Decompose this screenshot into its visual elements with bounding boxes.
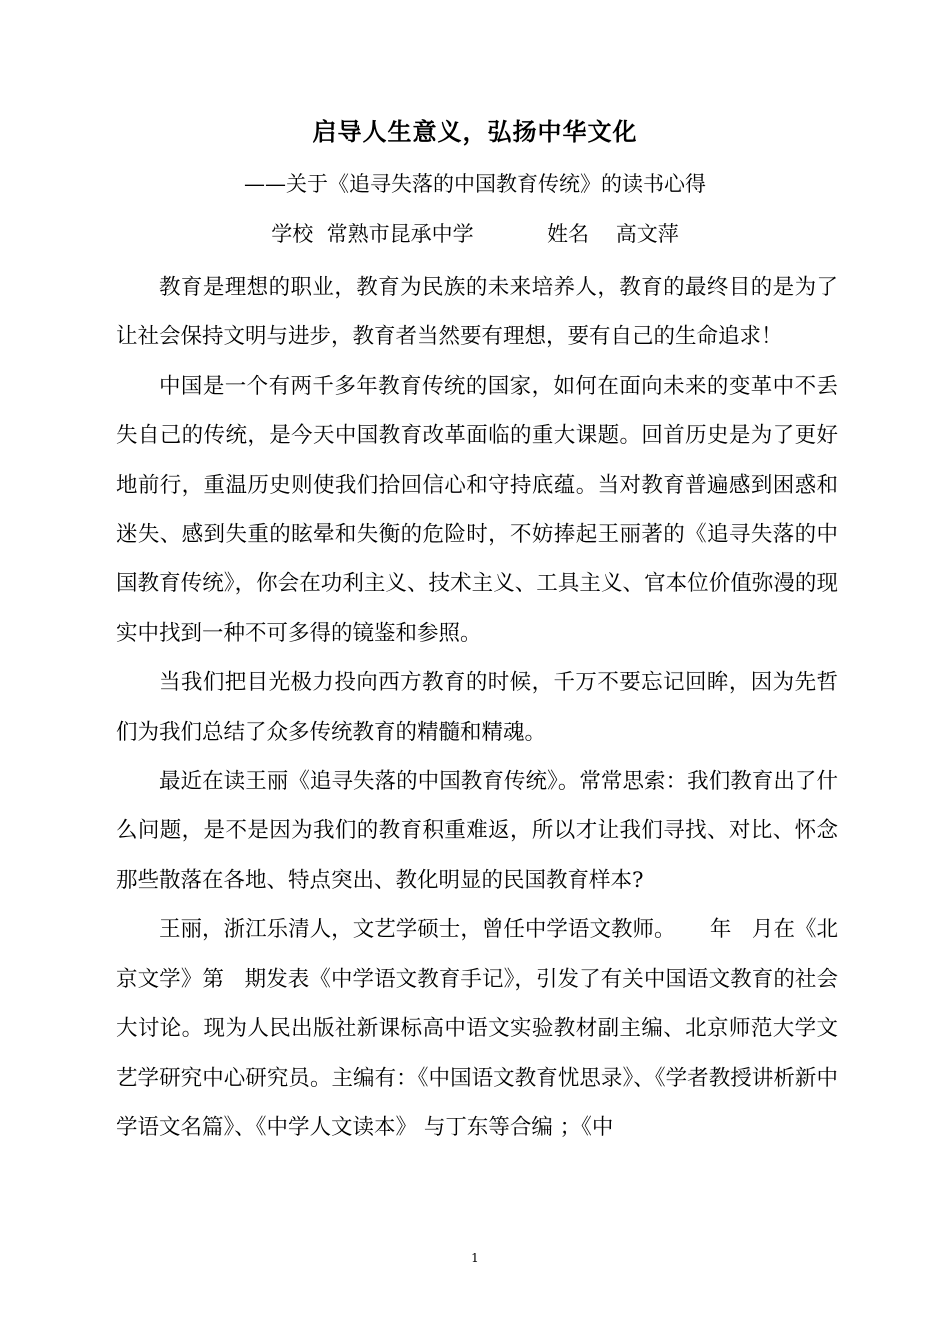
paragraph: 王丽，浙江乐清人，文艺学硕士，曾任中学语文教师。 年 月在《北京文学》第 期发表《中学语文教育手记》，引发了有关中国语文教育的社会大讨论。现为人民出版社新课标高中语文实验教材副主编、北京师范大学文艺学研究中心研究员。主编有：《中国语文教育忧思录》、《学者教授讲析新中学语文名篇》、《中学人文读本》 与丁东等合编 ；《中 xyxy=(116,917,838,1140)
paragraph: 中国是一个有两千多年教育传统的国家，如何在面向未来的变革中不丢失自己的传统，是今天中国教育改革面临的重大课题。回首历史是为了更好地前行，重温历史则使我们拾回信心和守持底蕴。当对教育普遍感到困惑和迷失、感到失重的眩晕和失衡的危险时，不妨捧起王丽著的《追寻失落的中国教育传统》，你会在功利主义、技术主义、工具主义、官本位价值弥漫的现实中找到一种不可多得的镜鉴和参照。 xyxy=(116,373,838,646)
document-body xyxy=(116,263,838,1152)
paragraph: 最近在读王丽《追寻失落的中国教育传统》。常常思索：我们教育出了什么问题，是不是因为我们的教育积重难返，所以才让我们寻找、对比、怀念那些散落在各地、特点突出、教化明显的民国教育样本? xyxy=(116,769,838,893)
document-subtitle: ——关于《追寻失落的中国教育传统》的读书心得 xyxy=(244,172,706,196)
page-number: 1 xyxy=(471,1251,479,1265)
author-line: 学校 常熟市昆承中学 姓名 高文萍 xyxy=(271,222,679,246)
document-title: 启导人生意义，弘扬中华文化 xyxy=(312,118,638,146)
paragraph: 当我们把目光极力投向西方教育的时候，千万不要忘记回眸，因为先哲们为我们总结了众多传统教育的精髓和精魂。 xyxy=(116,670,838,745)
paragraph: 教育是理想的职业，教育为民族的未来培养人，教育的最终目的是为了让社会保持文明与进步，教育者当然要有理想，要有自己的生命追求！ xyxy=(116,275,838,350)
